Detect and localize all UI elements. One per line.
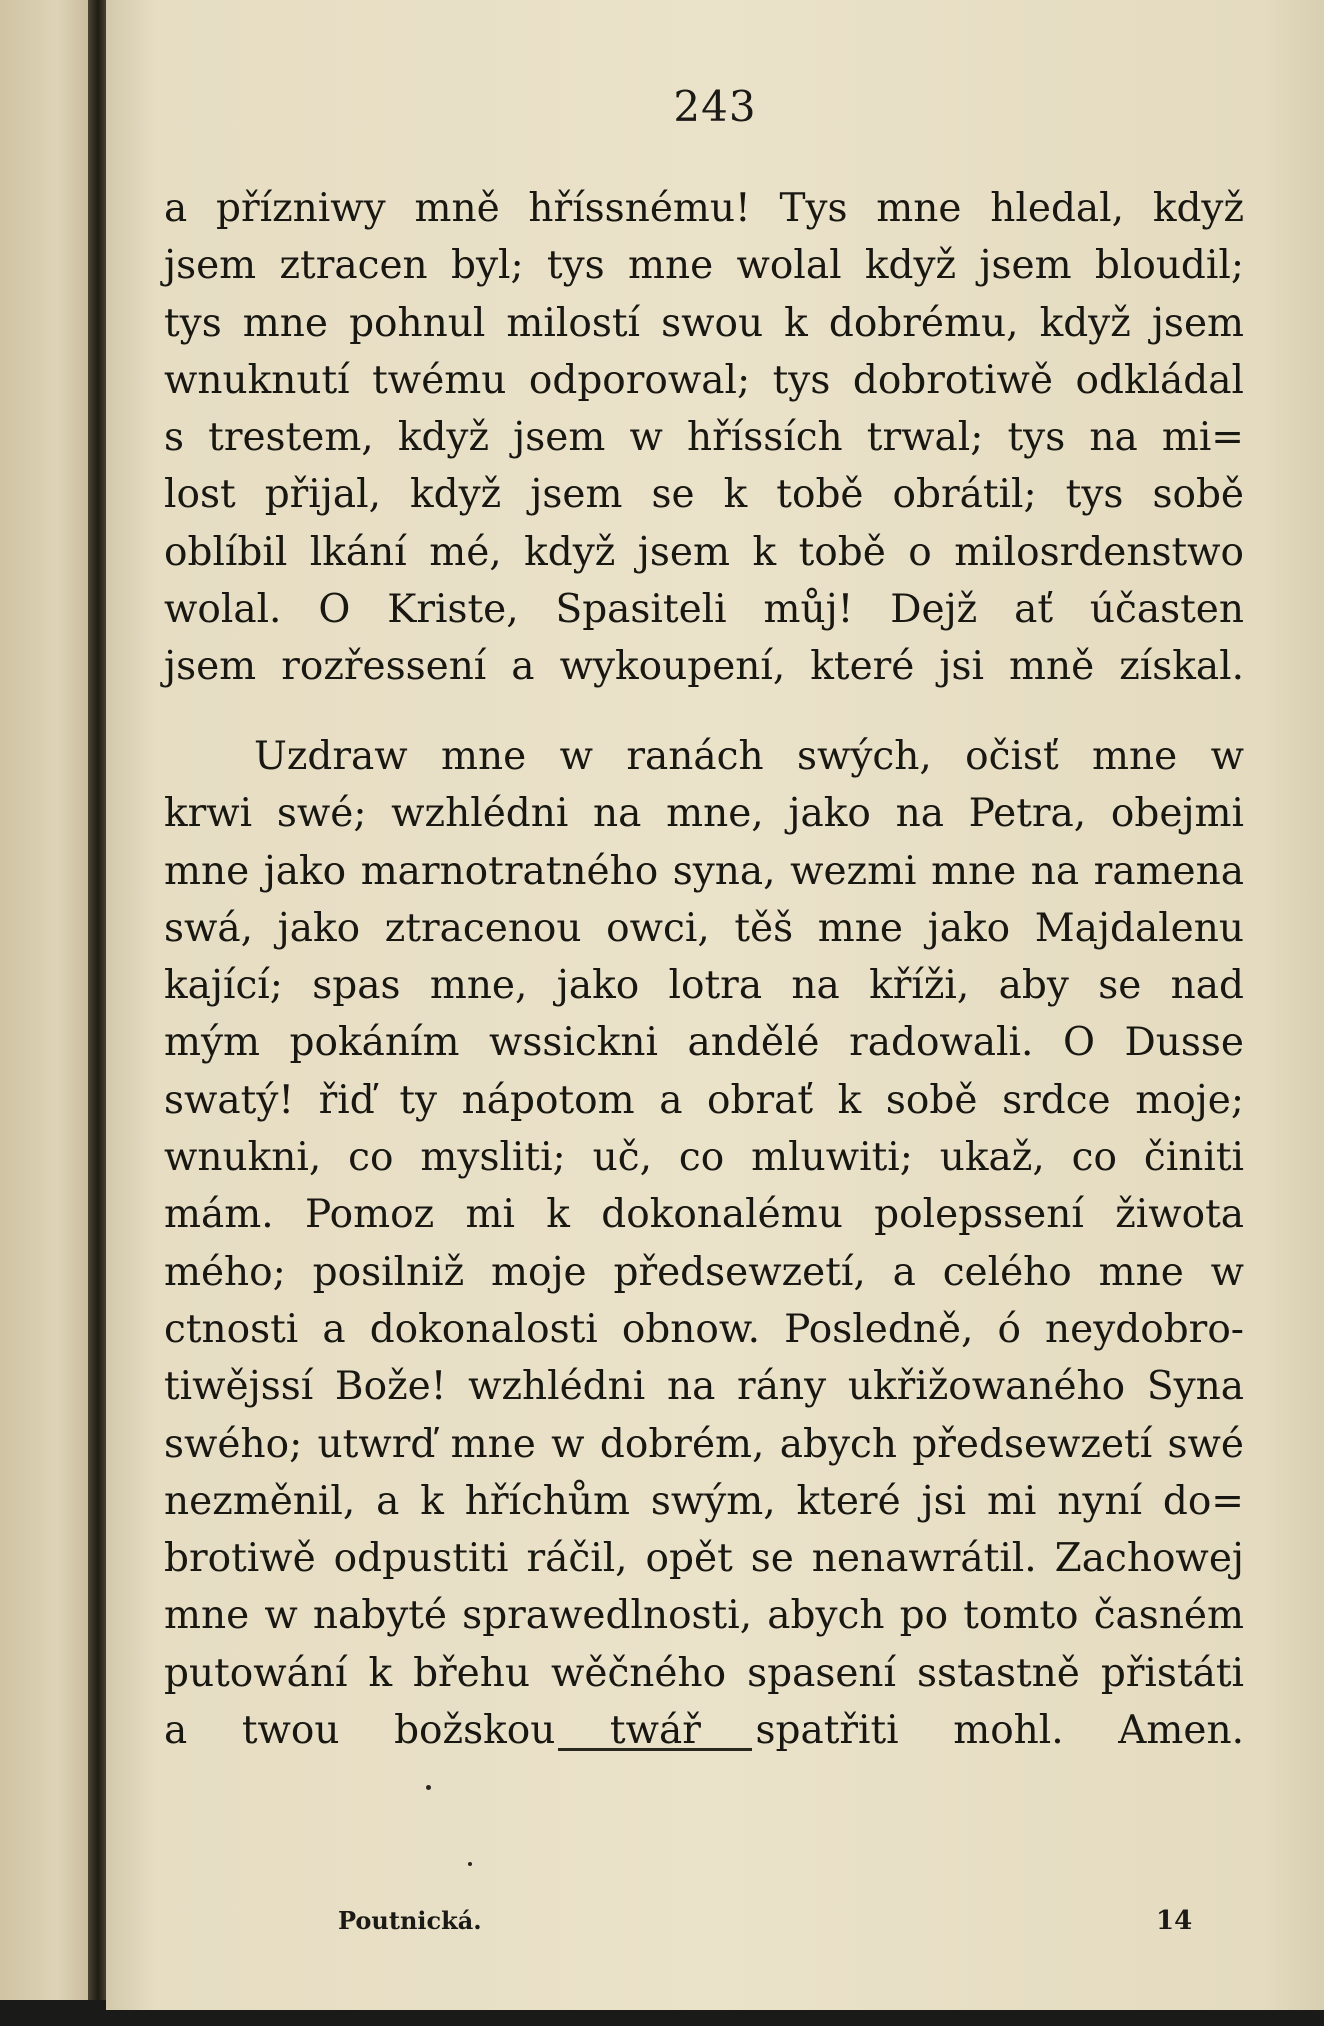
sheet-number: 14 <box>1156 1906 1193 1936</box>
text-line: brotiwě odpustiti ráčil, opět se nenawrátil. Zachowej <box>164 1536 1244 1582</box>
text-line: wnuknutí twému odporowal; tys dobrotiwě odkládal <box>164 357 1244 403</box>
text-line: Uzdraw mne w ranách swých, očisť mne w <box>254 734 1244 779</box>
text-line: wnukni, co mysliti; uč, co mluwiti; ukaž, co činiti <box>164 1135 1244 1181</box>
text-line: mého; posilniž moje předsewzetí, a celého mne w <box>164 1249 1244 1295</box>
text-line: lost přijal, když jsem se k tobě obrátil; tys sobě <box>164 472 1244 518</box>
ink-speck <box>468 1862 472 1866</box>
text-line: wolal. O Kriste, Spasiteli můj! Dejž ať účasten <box>164 587 1244 633</box>
text-line: s trestem, když jsem w hříssích trwal; tys na mi= <box>164 415 1244 461</box>
section-divider <box>558 1748 752 1751</box>
text-line: nezměnil, a k hříchům swým, které jsi mi nyní do= <box>164 1478 1244 1524</box>
text-line: krwi swé; wzhlédni na mne, jako na Petra, obejmi <box>164 791 1244 837</box>
text-line: a twou božskou twář spatřiti mohl. Amen. <box>164 1708 1244 1754</box>
text-line: mám. Pomoz mi k dokonalému polepssení žiwota <box>164 1192 1244 1238</box>
paragraph-1 <box>164 180 1244 696</box>
text-line: jsem ztracen byl; tys mne wolal když jsem bloudil; <box>164 243 1244 289</box>
text-line: putowání k břehu wěčného spasení sstastně přistáti <box>164 1650 1244 1696</box>
text-line: mne jako marnotratného syna, wezmi mne na ramena <box>164 848 1244 894</box>
text-line: swá, jako ztracenou owci, těš mne jako Majdalenu <box>164 905 1244 951</box>
book-page <box>106 0 1324 2010</box>
text-line: tiwějssí Bože! wzhlédni na rány ukřižowaného Syna <box>164 1364 1244 1410</box>
page-number: 243 <box>673 82 757 131</box>
text-line: mne w nabyté sprawedlnosti, abych po tomto časném <box>164 1593 1244 1639</box>
text-line: mým pokáním wssickni andělé radowali. O Dusse <box>164 1020 1244 1066</box>
text-line: tys mne pohnul milostí swou k dobrému, když jsem <box>164 300 1244 346</box>
ink-speck <box>426 1785 431 1790</box>
signature-mark: Poutnická. <box>338 1906 482 1935</box>
facing-page-edge <box>0 0 96 2000</box>
text-line: jsem rozřessení a wykoupení, které jsi mně získal. <box>164 644 1244 690</box>
paragraph-2 <box>164 728 1244 1759</box>
text-line: oblíbil lkání mé, když jsem k tobě o milosrdenstwo <box>164 529 1244 575</box>
text-line: kající; spas mne, jako lotra na kříži, aby se nad <box>164 963 1244 1009</box>
text-line: swého; utwrď mne w dobrém, abych předsewzetí swé <box>164 1421 1244 1467</box>
text-line: a přízniwy mně hříssnému! Tys mne hledal, když <box>164 186 1244 231</box>
text-line: ctnosti a dokonalosti obnow. Posledně, ó neydobro- <box>164 1306 1244 1352</box>
text-line: swatý! řiď ty nápotom a obrať k sobě srdce moje; <box>164 1077 1244 1123</box>
